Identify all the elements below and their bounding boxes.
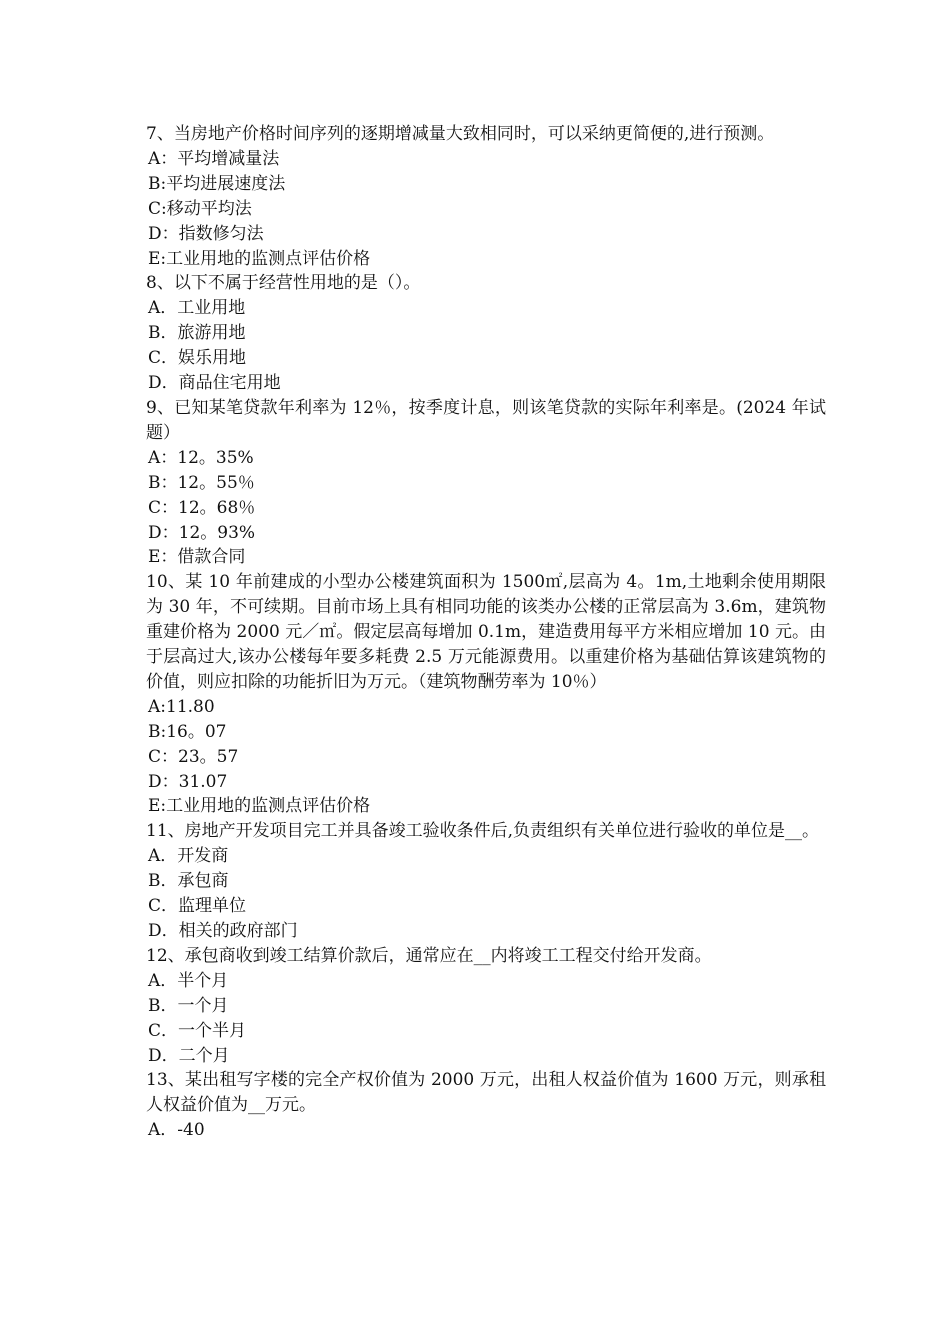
option-d: D：31.07 — [148, 771, 228, 792]
question-stem: 10、某 10 年前建成的小型办公楼建筑面积为 1500㎡,层高为 4。1m,土地剩余使用期限为 30 年，不可续期。目前市场上具有相同功能的该类办公楼的正常层高为 3.6m，建筑物重建价格为 2000 元／㎡。假定层高每增加 0.1m，建造费用每平方米相应增加 10 元。由于层高过大,该办公楼每年要多耗费 2.5 万元能源费用。以重建价格为基础估算该建筑物的价值，则应扣除的功能折旧为万元。（建筑物酬劳率为 10％） — [146, 572, 826, 692]
option-b: B．旅游用地 — [148, 323, 246, 344]
question-stem: 7、当房地产价格时间序列的逐期增减量大致相同时，可以采纳更简便的,进行预测。 — [146, 124, 775, 144]
option-d: D：指数修匀法 — [148, 223, 264, 244]
option-c: C．一个半月 — [148, 1020, 247, 1041]
question-13 — [146, 1068, 826, 1143]
option-a: A：平均增减量法 — [148, 148, 280, 169]
option-c: C：23。57 — [148, 746, 239, 767]
question-9 — [146, 396, 826, 570]
option-a: A．-40 — [148, 1120, 205, 1141]
option-b: B．一个月 — [148, 995, 229, 1016]
option-a: A．开发商 — [148, 846, 229, 867]
question-stem: 12、承包商收到竣工结算价款后，通常应在__内将竣工工程交付给开发商。 — [146, 945, 712, 966]
question-10 — [146, 570, 826, 819]
option-a: A．半个月 — [148, 970, 229, 991]
option-e: E:工业用地的监测点评估价格 — [148, 248, 371, 269]
option-d: D：12。93% — [148, 522, 256, 543]
question-stem: 13、某出租写字楼的完全产权价值为 2000 万元，出租人权益价值为 1600 万元，则承租人权益价值为__万元。 — [146, 1070, 826, 1116]
option-a: A：12。35% — [148, 447, 254, 468]
document-page — [146, 122, 826, 1143]
option-d: D．相关的政府部门 — [148, 921, 298, 941]
question-12 — [146, 944, 826, 1069]
option-e: E:工业用地的监测点评估价格 — [148, 796, 371, 817]
option-a: A:11.80 — [148, 696, 215, 717]
question-11 — [146, 819, 826, 944]
option-b: B．承包商 — [148, 871, 229, 892]
option-d: D．二个月 — [148, 1045, 230, 1066]
option-c: C．娱乐用地 — [148, 348, 247, 369]
option-a: A．工业用地 — [148, 298, 246, 319]
question-stem: 11、房地产开发项目完工并具备竣工验收条件后,负责组织有关单位进行验收的单位是__。 — [146, 821, 820, 842]
option-e: E：借款合同 — [148, 547, 246, 568]
option-c: C．监理单位 — [148, 896, 247, 917]
option-d: D．商品住宅用地 — [148, 373, 281, 394]
option-c: C:移动平均法 — [148, 198, 252, 219]
question-8 — [146, 271, 826, 396]
option-b: B:平均进展速度法 — [148, 173, 286, 194]
question-stem: 8、以下不属于经营性用地的是（）。 — [146, 273, 421, 294]
option-b: B:16。07 — [148, 721, 227, 742]
question-stem: 9、已知某笔贷款年利率为 12％，按季度计息，则该笔贷款的实际年利率是。(2024 年试题） — [146, 397, 826, 443]
question-7 — [146, 122, 826, 271]
option-c: C：12。68％ — [148, 497, 256, 518]
option-b: B：12。55％ — [148, 472, 255, 493]
